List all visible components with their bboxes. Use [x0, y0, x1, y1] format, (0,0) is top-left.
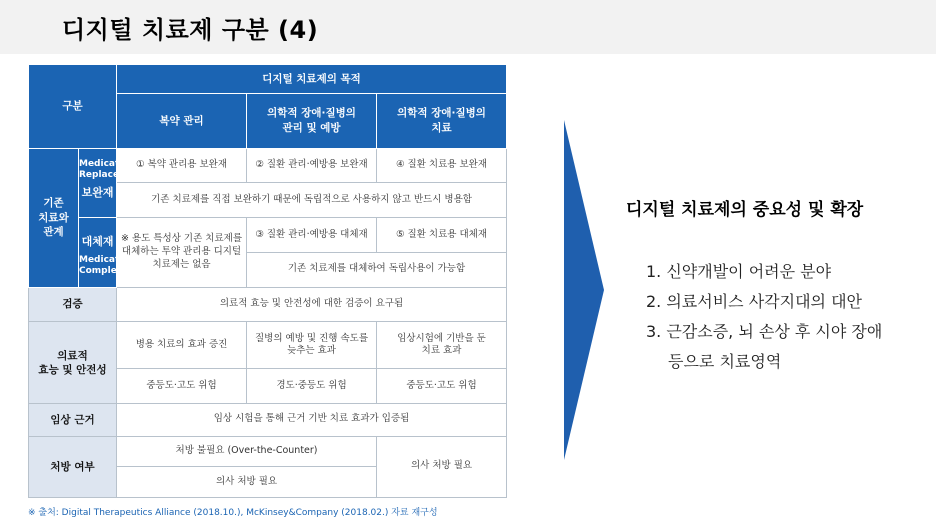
header-col-management: 의학적 장애·질병의 관리 및 예방: [247, 93, 377, 148]
efficacy-r1-c2: 질병의 예방 및 진행 속도를 늦추는 효과: [247, 322, 377, 369]
list-item: 1. 신약개발이 어려운 분야: [646, 262, 832, 281]
verification-value: 의료적 효능 및 안전성에 대한 검증이 요구됨: [117, 287, 507, 322]
header-col-medication: 복약 관리: [117, 93, 247, 148]
prescription-otc: 처방 불필요 (Over-the-Counter): [117, 436, 377, 467]
source-note: ※ 출처: Digital Therapeutics Alliance (2018.10.), McKinsey&Company (2018.02.) 자료 재구성: [28, 508, 438, 518]
supp-cell-management: ② 질환 관리·예방용 보완재: [247, 148, 377, 183]
verification-label: 검증: [29, 287, 117, 322]
relation-label: 기존 치료와 관계: [29, 148, 79, 287]
clinical-label: 임상 근거: [29, 404, 117, 437]
list-item-continuation: 등으로 치료영역: [668, 352, 782, 371]
header-purpose: 디지털 치료제의 목적: [117, 65, 507, 94]
list-item: 3. 근감소증, 뇌 손상 후 시야 장애: [646, 322, 883, 341]
complement-eng-label: Medication Complement: [79, 255, 143, 276]
efficacy-r2-c3: 중등도·고도 위험: [377, 369, 507, 404]
efficacy-r2-c2: 경도·중등도 위험: [247, 369, 377, 404]
supplement-label: 보완재: [81, 185, 114, 199]
page-title: 디지털 치료제 구분 (4): [62, 16, 319, 44]
substitute-label: 대체재: [81, 234, 114, 248]
prescription-right: 의사 처방 필요: [377, 436, 507, 497]
supp-cell-treatment: ④ 질환 치료용 보완재: [377, 148, 507, 183]
title-bar: [0, 0, 936, 54]
replacement-eng-label: Medication Replacement: [79, 159, 146, 180]
sub-cell-management: ③ 질환 관리·예방용 대체재: [247, 218, 377, 253]
supp-note: 기존 치료제를 직접 보완하기 때문에 독립적으로 사용하지 않고 반드시 병용함: [117, 183, 507, 218]
sub-note: 기존 치료제를 대체하여 독립사용이 가능함: [247, 252, 507, 287]
chevron-right-arrow-icon: [560, 120, 606, 460]
sub-cell-treatment: ⑤ 질환 치료용 대체재: [377, 218, 507, 253]
efficacy-label: 의료적 효능 및 안전성: [29, 322, 117, 404]
sub-note-left: ※ 용도 특성상 기존 치료제를 대체하는 투약 관리용 디지털 치료제는 없음: [117, 218, 247, 287]
efficacy-r2-c1: 중등도·고도 위험: [117, 369, 247, 404]
prescription-doctor: 의사 처방 필요: [117, 467, 377, 498]
efficacy-r1-c3: 임상시험에 기반을 둔 치료 효과: [377, 322, 507, 369]
prescription-label: 처방 여부: [29, 436, 117, 497]
supp-cell-medication: ① 복약 관리용 보완재: [117, 148, 247, 183]
importance-list: [646, 257, 936, 377]
right-panel-title: 디지털 치료제의 중요성 및 확장: [626, 200, 864, 220]
header-col-treatment: 의학적 장애·질병의 치료: [377, 93, 507, 148]
clinical-value: 임상 시험을 통해 근거 기반 치료 효과가 입증됨: [117, 404, 507, 437]
header-category: 구분: [29, 65, 117, 149]
classification-table: [28, 64, 507, 498]
list-item: 2. 의료서비스 사각지대의 대안: [646, 292, 862, 311]
efficacy-r1-c1: 병용 치료의 효과 증진: [117, 322, 247, 369]
